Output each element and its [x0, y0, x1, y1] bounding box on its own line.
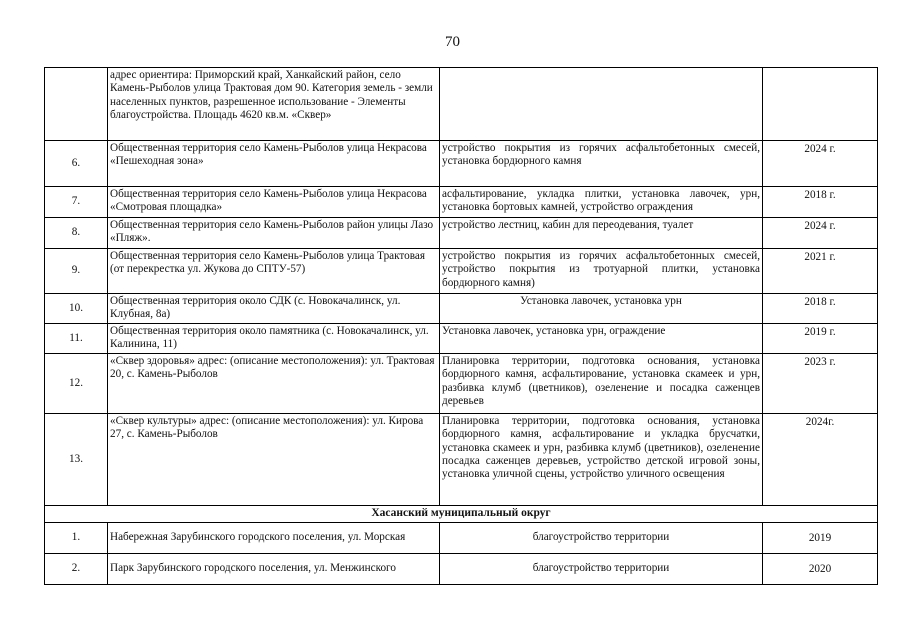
row-number-cell: 7.	[45, 187, 108, 218]
year-cell	[763, 68, 878, 141]
year-cell: 2018 г.	[763, 294, 878, 324]
row-number-cell: 6.	[45, 141, 108, 187]
object-cell: «Сквер здоровья» адрес: (описание местоположения): ул. Трактовая 20, с. Камень-Рыболов	[108, 354, 440, 414]
row-number-cell: 12.	[45, 354, 108, 414]
table-row	[45, 68, 878, 141]
work-cell: благоустройство территории	[440, 554, 763, 585]
row-number-cell: 9.	[45, 249, 108, 294]
object-cell: «Сквер культуры» адрес: (описание местоположения): ул. Кирова 27, с. Камень-Рыболов	[108, 414, 440, 506]
table-row	[45, 523, 878, 554]
work-cell: устройство лестниц, кабин для переодевания, туалет	[440, 218, 763, 249]
table-row	[45, 414, 878, 506]
year-cell: 2019 г.	[763, 324, 878, 354]
object-cell: Общественная территория около СДК (с. Новокачалинск, ул. Клубная, 8а)	[108, 294, 440, 324]
table-row	[45, 324, 878, 354]
object-cell: Общественная территория село Камень-Рыболов улица Некрасова «Пешеходная зона»	[108, 141, 440, 187]
table-row	[45, 187, 878, 218]
table-row	[45, 554, 878, 585]
year-cell: 2020	[763, 554, 878, 585]
work-cell	[440, 68, 763, 141]
object-cell: Общественная территория село Камень-Рыболов улица Трактовая (от перекрестка ул. Жукова до СПТУ-57)	[108, 249, 440, 294]
object-cell: Набережная Зарубинского городского поселения, ул. Морская	[108, 523, 440, 554]
page-number: 70	[445, 34, 460, 50]
work-cell: асфальтирование, укладка плитки, установка лавочек, урн, установка бортовых камней, устройство ограждения	[440, 187, 763, 218]
year-cell: 2024 г.	[763, 218, 878, 249]
work-cell: Планировка территории, подготовка основания, установка бордюрного камня, асфальтирование и укладка брусчатки, установка скамеек и урн, разбивка клумб (цветников), озеленение посадка саженцев деревьев, устройство детской игровой зоны, установка уличной сцены, устройство уличного освещения	[440, 414, 763, 506]
row-number-cell: 13.	[45, 414, 108, 506]
table-row	[45, 218, 878, 249]
object-cell: Общественная территория село Камень-Рыболов улица Некрасова «Смотровая площадка»	[108, 187, 440, 218]
table-row	[45, 354, 878, 414]
year-cell: 2021 г.	[763, 249, 878, 294]
table-row	[45, 294, 878, 324]
object-cell: Общественная территория село Камень-Рыболов район улицы Лазо «Пляж».	[108, 218, 440, 249]
row-number-cell	[45, 68, 108, 141]
object-cell: Парк Зарубинского городского поселения, ул. Менжинского	[108, 554, 440, 585]
work-cell: Установка лавочек, установка урн	[440, 294, 763, 324]
year-cell: 2024 г.	[763, 141, 878, 187]
year-cell: 2024г.	[763, 414, 878, 506]
improvement-objects-table	[44, 67, 878, 585]
year-cell: 2019	[763, 523, 878, 554]
table-row	[45, 141, 878, 187]
work-cell: устройство покрытия из горячих асфальтобетонных смесей, устройство покрытия из тротуарной плитки, установка бордюрного камня)	[440, 249, 763, 294]
row-number-cell: 1.	[45, 523, 108, 554]
work-cell: благоустройство территории	[440, 523, 763, 554]
work-cell: Планировка территории, подготовка основания, установка бордюрного камня, асфальтирование, установка скамеек и урн, разбивка клумб (цветников), озеленение и посадка саженцев деревьев	[440, 354, 763, 414]
object-cell: адрес ориентира: Приморский край, Ханкайский район, село Камень-Рыболов улица Трактовая дом 90. Категория земель - земли населенных пунктов, разрешенное использование - Элементы благоустройства. Площадь 4620 кв.м. «Сквер»	[108, 68, 440, 141]
section-header-row	[45, 506, 878, 523]
row-number-cell: 8.	[45, 218, 108, 249]
row-number-cell: 11.	[45, 324, 108, 354]
row-number-cell: 10.	[45, 294, 108, 324]
object-cell: Общественная территория около памятника (с. Новокачалинск, ул. Калинина, 11)	[108, 324, 440, 354]
row-number-cell: 2.	[45, 554, 108, 585]
table-row	[45, 249, 878, 294]
work-cell: устройство покрытия из горячих асфальтобетонных смесей, установка бордюрного камня	[440, 141, 763, 187]
section-title: Хасанский муниципальный округ	[45, 506, 878, 523]
year-cell: 2018 г.	[763, 187, 878, 218]
year-cell: 2023 г.	[763, 354, 878, 414]
work-cell: Установка лавочек, установка урн, ограждение	[440, 324, 763, 354]
